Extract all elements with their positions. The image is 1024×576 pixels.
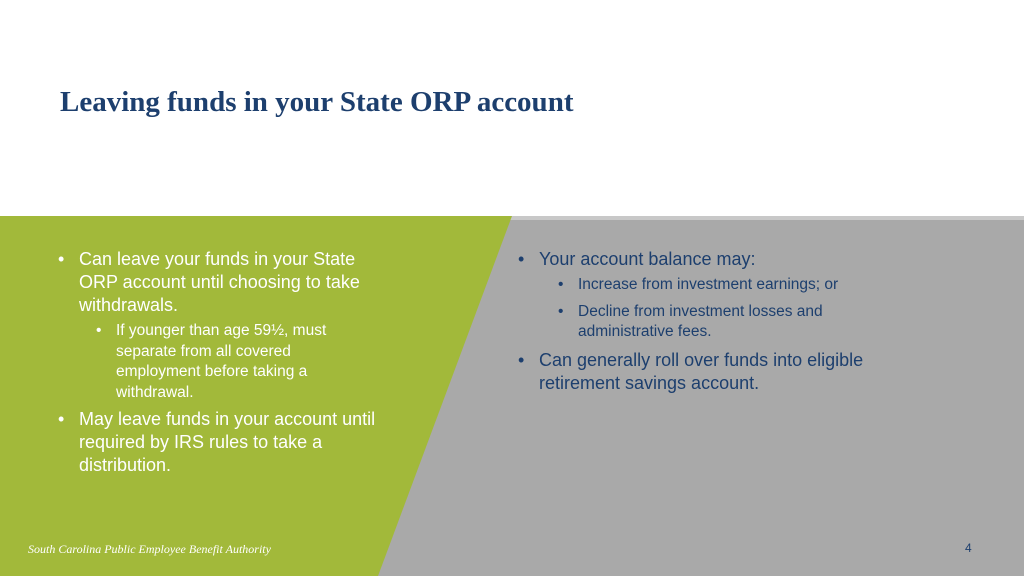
right-bullet-list xyxy=(518,248,918,399)
left-bullet-list xyxy=(58,248,378,481)
sub-bullet-text: Increase from investment earnings; or xyxy=(578,276,839,293)
bullet-icon: • xyxy=(518,349,525,370)
sub-bullet-text: Decline from investment losses and administrative fees. xyxy=(578,302,823,340)
sub-list-item xyxy=(558,302,918,343)
list-item xyxy=(58,248,378,317)
bullet-icon: • xyxy=(58,409,65,429)
bullet-text: May leave funds in your account until required by IRS rules to take a distribution. xyxy=(79,409,376,475)
sub-bullet-text: If younger than age 59½, must separate from all covered employment before taking a withdrawal. xyxy=(116,322,327,401)
bullet-text: Can generally roll over funds into eligible retirement savings account. xyxy=(539,349,864,393)
list-item xyxy=(518,248,918,271)
sub-list-item xyxy=(558,275,918,296)
footer-organization: South Carolina Public Employee Benefit Authority xyxy=(28,542,271,556)
bullet-icon: • xyxy=(96,322,102,339)
list-item xyxy=(58,408,378,477)
bullet-icon: • xyxy=(558,302,564,320)
bullet-icon: • xyxy=(558,276,564,293)
bullet-icon: • xyxy=(58,249,65,269)
bullet-text: Your account balance may: xyxy=(539,249,756,269)
page-number: 4 xyxy=(965,541,972,555)
slide-title: Leaving funds in your State ORP account xyxy=(60,86,574,118)
bullet-text: Can leave your funds in your State ORP account until choosing to take withdrawals. xyxy=(79,249,360,315)
sub-list-item xyxy=(96,321,378,403)
list-item xyxy=(518,349,918,395)
bullet-icon: • xyxy=(518,249,525,269)
